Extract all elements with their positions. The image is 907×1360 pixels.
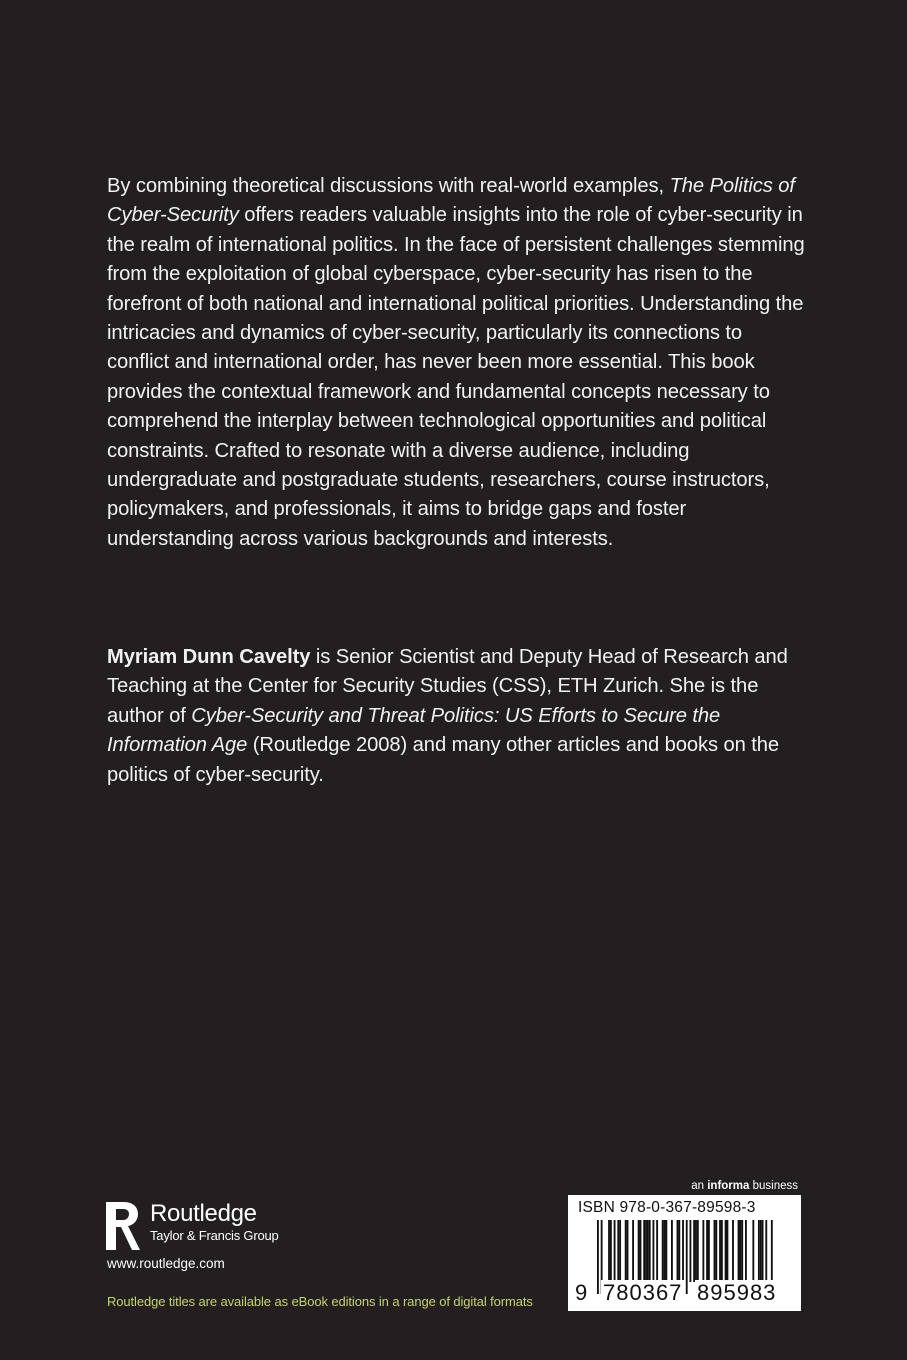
barcode-bar: [649, 1220, 651, 1282]
barcode-bar: [677, 1220, 679, 1282]
other-book-title: Cyber-Security and Threat Politics: US Efforts to Secure the Information Age: [107, 704, 721, 757]
barcode-bar: [665, 1220, 667, 1282]
barcode-bar: [640, 1220, 642, 1282]
author-bio: [107, 643, 807, 790]
barcode-bar: [614, 1220, 616, 1282]
publisher-url[interactable]: www.routledge.com: [107, 1256, 225, 1271]
barcode-bar: [619, 1220, 621, 1282]
barcode-bar: [760, 1220, 762, 1282]
isbn-digit-group-1: 780367: [603, 1280, 683, 1305]
barcode-bar: [671, 1220, 673, 1282]
barcode-bar: [725, 1220, 727, 1282]
blurb-text-2: offers readers valuable insights into the role of cyber-security in the realm of international politics. In the face of persistent challenges stemming from the exploitation of global cyberspace, cyber-security has risen to the forefront of both national and international political priorities. Understanding the intricacies and dynamics of cyber-security, particularly its connections to conflict and international order, has never been more essential. This book provides the contextual framework and fundamental concepts necessary to comprehend the interplay between technological opportunities and political constraints. Crafted to resonate with a diverse audience, including undergraduate and postgraduate students, researchers, course instructors, policymakers, and professionals, it aims to bridge gaps and foster understanding across various backgrounds and interests.: [107, 204, 805, 550]
barcode-bar: [708, 1220, 710, 1282]
bio-text-1: is Senior Scientist and Deputy Head of Research and Teaching at the Center for Security Studies (CSS), ETH Zurich. She is the author of: [107, 646, 788, 727]
barcode-bar: [643, 1220, 645, 1282]
barcode-bar: [656, 1220, 658, 1282]
barcode-bar: [610, 1220, 612, 1282]
barcode-bar: [702, 1220, 704, 1282]
isbn-digit-group-2: 895983: [697, 1280, 777, 1305]
publisher-logo-block: [104, 1200, 279, 1252]
barcode-bar: [645, 1220, 647, 1282]
barcode-bar: [765, 1220, 767, 1282]
barcode-bar: [625, 1220, 627, 1282]
barcode-bar: [638, 1220, 640, 1282]
barcode-bar: [738, 1220, 740, 1282]
author-name: Myriam Dunn Cavelty: [107, 646, 311, 668]
book-title: The Politics of Cyber-Security: [107, 175, 795, 227]
informa-brand: informa: [707, 1180, 750, 1192]
barcode-bar: [678, 1220, 680, 1282]
bio-text-2: (Routledge 2008) and many other articles and books on the politics of cyber-security.: [107, 734, 780, 786]
isbn-barcode-box: [568, 1195, 801, 1311]
barcode-bar: [697, 1220, 699, 1282]
barcode-bar: [647, 1220, 649, 1282]
barcode-bar: [686, 1220, 688, 1294]
informa-business-tag: an informa business: [691, 1180, 798, 1192]
barcode-bar: [608, 1220, 610, 1282]
barcode-bar: [597, 1220, 599, 1294]
barcode-bar: [706, 1220, 708, 1282]
barcode-bar: [653, 1220, 655, 1282]
barcode-bar: [627, 1220, 629, 1282]
barcode-bar: [758, 1220, 760, 1282]
barcode-bar: [719, 1220, 721, 1282]
barcode-bar: [732, 1220, 734, 1282]
barcode-bar: [721, 1220, 723, 1282]
barcode-bar: [662, 1220, 664, 1282]
barcode-bar: [690, 1220, 692, 1282]
barcode-bar: [715, 1220, 717, 1282]
isbn-first-digit: 9: [575, 1280, 589, 1305]
publisher-group: Taylor & Francis Group: [150, 1228, 279, 1243]
barcode-bar: [739, 1220, 741, 1282]
back-cover-blurb: [107, 172, 807, 554]
publisher-name: Routledge: [150, 1200, 257, 1227]
barcode-bar: [695, 1220, 697, 1282]
barcode-bar: [752, 1220, 754, 1282]
barcode-bar: [745, 1220, 747, 1282]
routledge-r-icon: [104, 1200, 142, 1252]
barcode-bar: [741, 1220, 743, 1282]
ebook-note: Routledge titles are available as eBook editions in a range of digital formats: [107, 1294, 533, 1309]
barcode-bar: [714, 1220, 716, 1282]
barcode-bar: [617, 1220, 619, 1282]
barcode-bar: [727, 1220, 729, 1282]
blurb-text-1: By combining theoretical discussions with real-world examples,: [107, 175, 670, 197]
barcode-bar: [693, 1220, 695, 1282]
barcode-bar: [632, 1220, 634, 1282]
barcode-bar: [762, 1220, 764, 1282]
isbn-label: ISBN 978-0-367-89598-3: [578, 1199, 756, 1216]
barcode-bar: [664, 1220, 666, 1282]
